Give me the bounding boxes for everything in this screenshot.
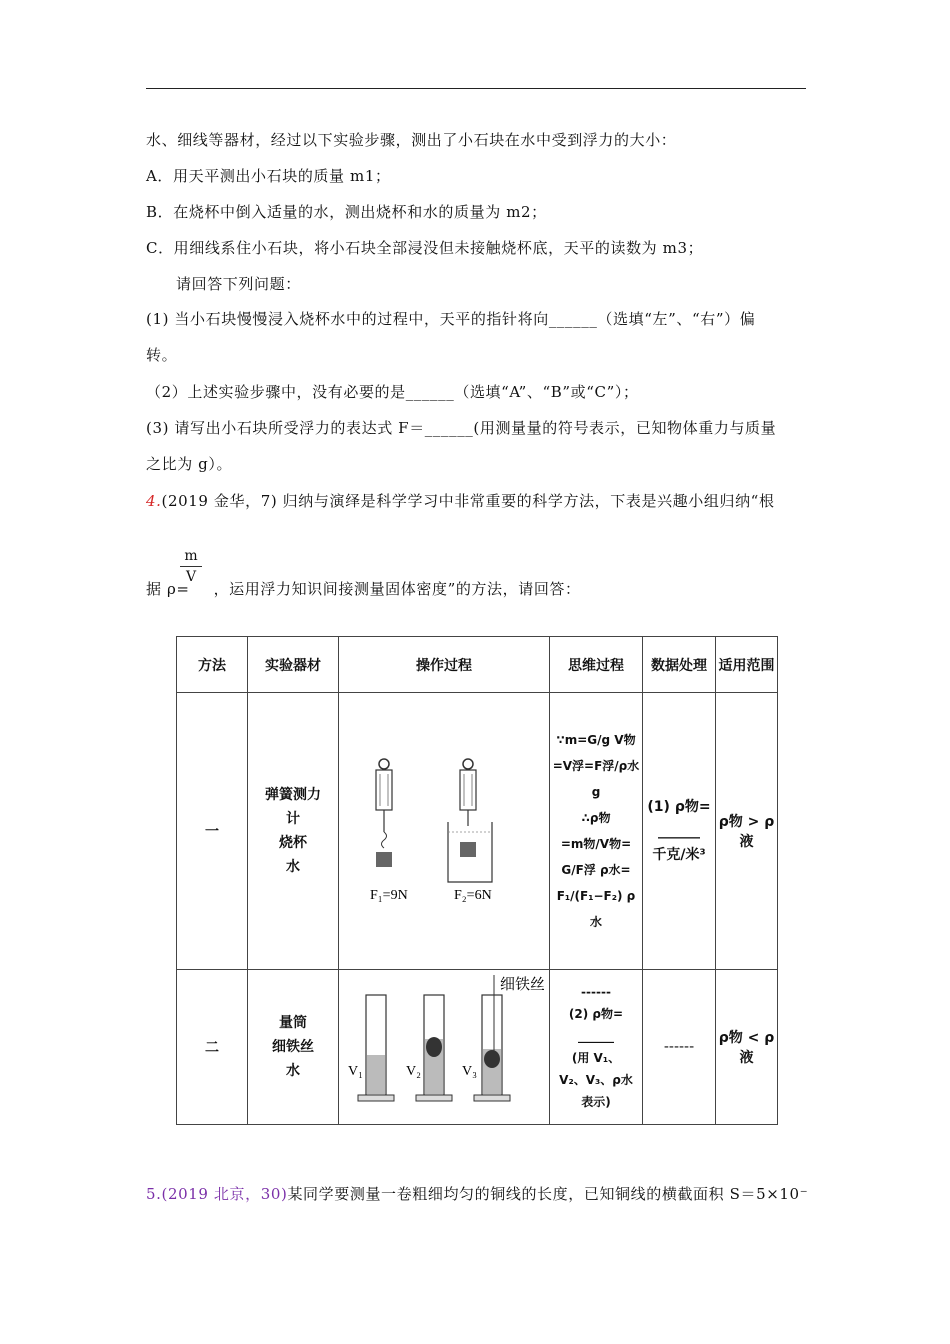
methods-table bbox=[176, 636, 778, 1125]
question-4-line2-prefix: 据 ρ= bbox=[146, 580, 190, 598]
thinking-step: V₂、V₃、ρ水 bbox=[559, 1072, 633, 1087]
question-1: (1) 当小石块慢慢浸入烧杯水中的过程中，天平的指针将向______（选填“左”、“右”）偏 bbox=[146, 310, 756, 328]
table-header-row bbox=[177, 637, 778, 693]
equipment-two bbox=[248, 969, 339, 1124]
question-5 bbox=[146, 1183, 808, 1204]
question-5-source: (2019 北京，30) bbox=[161, 1185, 288, 1203]
wire-label: 细铁丝 bbox=[500, 974, 544, 993]
v1-label: V₁ bbox=[348, 1063, 363, 1079]
method-one: 一 bbox=[177, 693, 248, 970]
data-item: (1) ρ物= bbox=[647, 798, 711, 815]
header-equipment: 实验器材 bbox=[248, 637, 339, 693]
v3-label: V₃ bbox=[462, 1063, 477, 1079]
question-4 bbox=[146, 490, 775, 511]
question-5-number: 5. bbox=[146, 1185, 162, 1203]
thinking-step: (2) ρ物= bbox=[568, 1006, 624, 1021]
text-line: 水、细线等器材，经过以下实验步骤，测出了小石块在水中受到浮力的大小： bbox=[146, 131, 677, 149]
equipment-item: 细铁丝 bbox=[272, 1038, 314, 1055]
question-1-cont: 转。 bbox=[146, 346, 178, 364]
v2-label: V₂ bbox=[406, 1063, 421, 1079]
f1-label: F₁=9N bbox=[370, 887, 408, 903]
question-4-text: (2019 金华，7) 归纳与演绎是科学学习中非常重要的科学方法，下表是兴趣小组归纳“根 bbox=[161, 492, 775, 510]
step-b: B．在烧杯中倒入适量的水，测出烧杯和水的质量为 m2； bbox=[146, 203, 547, 221]
equipment-item: 计 bbox=[286, 810, 300, 827]
question-3-cont: 之比为 g）。 bbox=[146, 455, 233, 473]
data-one bbox=[643, 693, 716, 970]
table-row bbox=[177, 693, 778, 970]
thinking-step: =m物/V物= bbox=[560, 836, 632, 851]
thinking-step: ------ bbox=[581, 984, 611, 999]
equipment-item: 弹簧测力 bbox=[265, 786, 321, 803]
procedure-one bbox=[339, 693, 550, 970]
table-row bbox=[177, 969, 778, 1124]
question-2: （2）上述实验步骤中，没有必要的是______（选填“A”、“B”或“C”）； bbox=[146, 383, 639, 401]
thinking-step: ∴ρ物 bbox=[581, 810, 611, 825]
thinking-step: G/F浮 ρ水= bbox=[561, 862, 631, 877]
header-data: 数据处理 bbox=[643, 637, 716, 693]
step-c: C．用细线系住小石块，将小石块全部浸没但未接触烧杯底，天平的读数为 m3； bbox=[146, 239, 704, 257]
prompt: 请回答下列问题： bbox=[176, 275, 301, 293]
data-item: ______ bbox=[658, 822, 700, 839]
thinking-step: ______ bbox=[578, 1028, 614, 1043]
f2-label: F₂=6N bbox=[454, 887, 492, 903]
graduated-cylinder-diagram bbox=[344, 975, 544, 1115]
thinking-two bbox=[550, 969, 643, 1124]
thinking-step: 表示) bbox=[581, 1094, 611, 1109]
header-method: 方法 bbox=[177, 637, 248, 693]
thinking-step: ∵m=G/g V物 bbox=[556, 732, 636, 747]
scope-one: ρ物 > ρ液 bbox=[716, 693, 778, 970]
question-4-line2-suffix: ，运用浮力知识间接测量固体密度”的方法，请回答： bbox=[213, 580, 581, 598]
data-item: 千克/米³ bbox=[652, 846, 706, 863]
fraction-denominator: V bbox=[185, 569, 197, 585]
fraction-numerator: m bbox=[180, 548, 202, 567]
header-rule bbox=[146, 88, 806, 89]
thinking-one bbox=[550, 693, 643, 970]
method-two: 二 bbox=[177, 969, 248, 1124]
thinking-step: F₁/(F₁−F₂) ρ水 bbox=[556, 888, 636, 929]
equipment-item: 水 bbox=[286, 1062, 300, 1079]
equipment-item: 水 bbox=[286, 858, 300, 875]
question-4-number: 4. bbox=[146, 492, 162, 510]
question-3: (3) 请写出小石块所受浮力的表达式 F＝______(用测量量的符号表示，已知物体重力与质量 bbox=[146, 419, 777, 437]
question-4-line2 bbox=[146, 578, 581, 599]
data-two: ------ bbox=[643, 969, 716, 1124]
question-5-text: 某同学要测量一卷粗细均匀的铜线的长度，已知铜线的横截面积 S＝5×10⁻ bbox=[287, 1185, 809, 1203]
header-thinking: 思维过程 bbox=[550, 637, 643, 693]
header-procedure: 操作过程 bbox=[339, 637, 550, 693]
step-a: A．用天平测出小石块的质量 m1； bbox=[146, 167, 391, 185]
equipment-item: 量筒 bbox=[279, 1014, 307, 1031]
equipment-item: 烧杯 bbox=[279, 834, 307, 851]
thinking-step: (用 V₁、 bbox=[571, 1050, 621, 1065]
spring-scale-diagram bbox=[344, 754, 544, 904]
header-scope: 适用范围 bbox=[716, 637, 778, 693]
thinking-step: =V浮=F浮/ρ水g bbox=[552, 758, 640, 799]
scope-two: ρ物 < ρ液 bbox=[716, 969, 778, 1124]
equipment-one bbox=[248, 693, 339, 970]
procedure-two bbox=[339, 969, 550, 1124]
